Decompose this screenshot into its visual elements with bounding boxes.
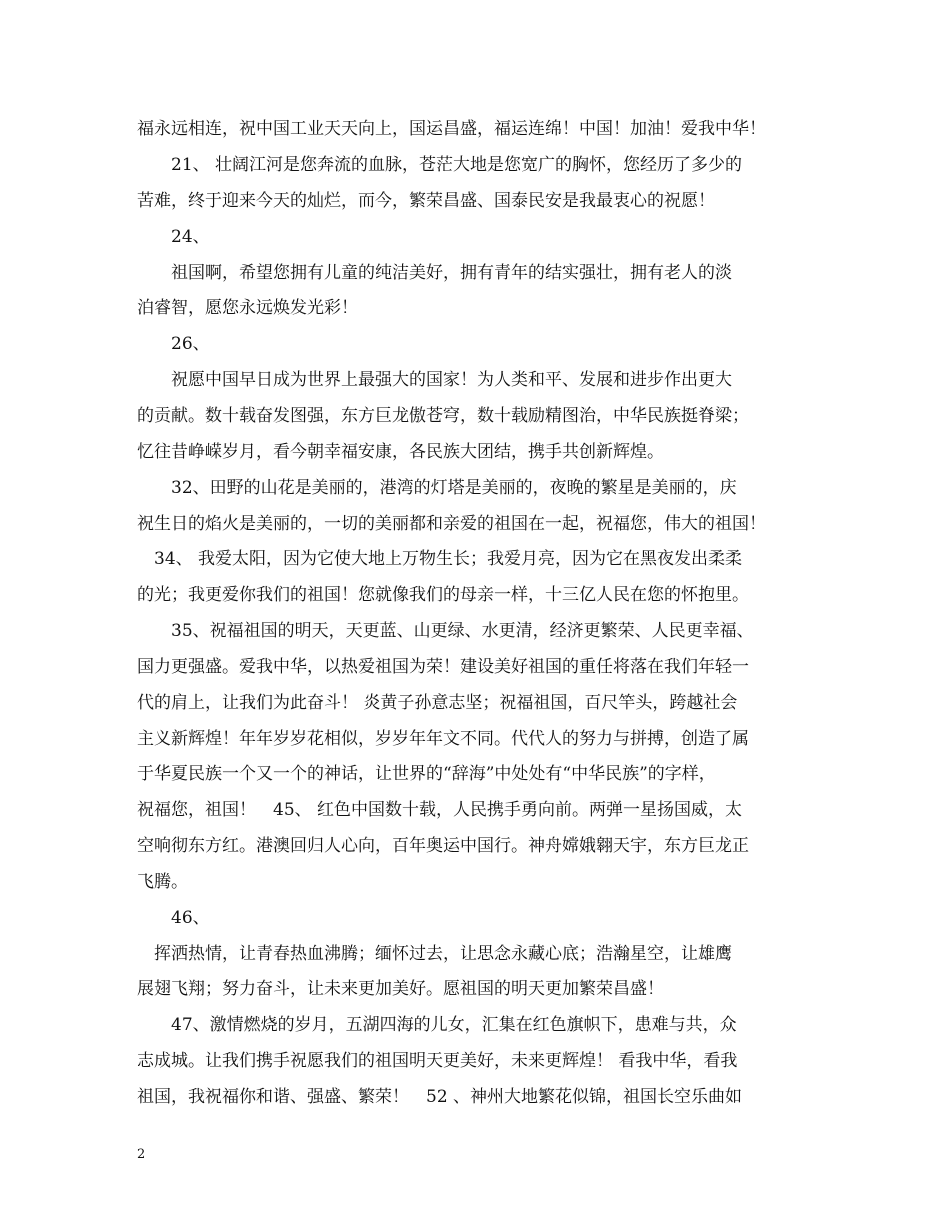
text-line: 的光；我更爱你我们的祖国！您就像我们的母亲一样，十三亿人民在您的怀抱里。: [137, 585, 749, 605]
text-line: 代的肩上，让我们为此奋斗！ 炎黄子孙意志坚；祝福祖国，百尺竿头，跨越社会: [137, 693, 738, 713]
text-line: 21、 壮阔江河是您奔流的血脉，苍茫大地是您宽广的胸怀，您经历了多少的: [137, 155, 743, 175]
text-line: 32、田野的山花是美丽的，港湾的灯塔是美丽的，夜晚的繁星是美丽的，庆: [137, 478, 737, 498]
text-line: 祝生日的焰火是美丽的，一切的美丽都和亲爱的祖国在一起，祝福您，伟大的祖国！: [137, 514, 766, 534]
text-line: 福永远相连，祝中国工业天天向上，国运昌盛，福运连绵！中国！加油！爱我中华！: [137, 119, 766, 139]
text-line: 祝愿中国早日成为世界上最强大的国家！为人类和平、发展和进步作出更大: [137, 370, 732, 390]
text-line: 忆往昔峥嵘岁月，看今朝幸福安康，各民族大团结，携手共创新辉煌。: [137, 442, 664, 462]
page-number: 2: [137, 1147, 146, 1162]
text-line: 的贡献。数十载奋发图强，东方巨龙傲苍穹，数十载励精图治，中华民族挺脊梁；: [137, 406, 749, 426]
text-line: 祝福您，祖国！ 45、 红色中国数十载，人民携手勇向前。两弹一星扬国威，太: [137, 800, 743, 820]
text-line: 祖国啊，希望您拥有儿童的纯洁美好，拥有青年的结实强壮，拥有老人的淡: [137, 263, 732, 283]
text-line: 空响彻东方红。港澳回归人心向，百年奥运中国行。神舟嫦娥翱天宇，东方巨龙正: [137, 836, 749, 856]
text-line: 35、祝福祖国的明天，天更蓝、山更绿、水更清，经济更繁荣、人民更幸福、: [137, 621, 754, 641]
text-line: 于华夏民族一个又一个的神话，让世界的“辞海”中处处有“中华民族”的字样，: [137, 764, 716, 784]
text-line: 46、: [137, 908, 210, 928]
text-line: 26、: [137, 334, 210, 354]
text-line: 飞腾。: [137, 872, 188, 892]
text-line: 国力更强盛。爱我中华，以热爱祖国为荣！建设美好祖国的重任将落在我们年轻一: [137, 657, 749, 677]
text-line: 主义新辉煌！年年岁岁花相似，岁岁年年文不同。代代人的努力与拼搏，创造了属: [137, 729, 749, 749]
text-line: 祖国，我祝福你和谐、强盛、繁荣！ 52 、神州大地繁花似锦，祖国长空乐曲如: [137, 1087, 743, 1107]
text-line: 志成城。让我们携手祝愿我们的祖国明天更美好，未来更辉煌！ 看我中华，看我: [137, 1051, 738, 1071]
text-line: 挥洒热情，让青春热血沸腾；缅怀过去，让思念永藏心底；浩瀚星空，让雄鹰: [137, 944, 732, 964]
text-line: 苦难，终于迎来今天的灿烂，而今，繁荣昌盛、国泰民安是我最衷心的祝愿！: [137, 191, 715, 211]
text-line: 泊睿智，愿您永远焕发光彩！: [137, 298, 358, 318]
text-line: 展翅飞翔；努力奋斗，让未来更加美好。愿祖国的明天更加繁荣昌盛！: [137, 979, 664, 999]
text-line: 34、 我爱太阳，因为它使大地上万物生长；我爱月亮，因为它在黑夜发出柔柔: [137, 549, 743, 569]
text-line: 47、激情燃烧的岁月，五湖四海的儿女，汇集在红色旗帜下，患难与共，众: [137, 1015, 737, 1035]
text-line: 24、: [137, 227, 210, 247]
